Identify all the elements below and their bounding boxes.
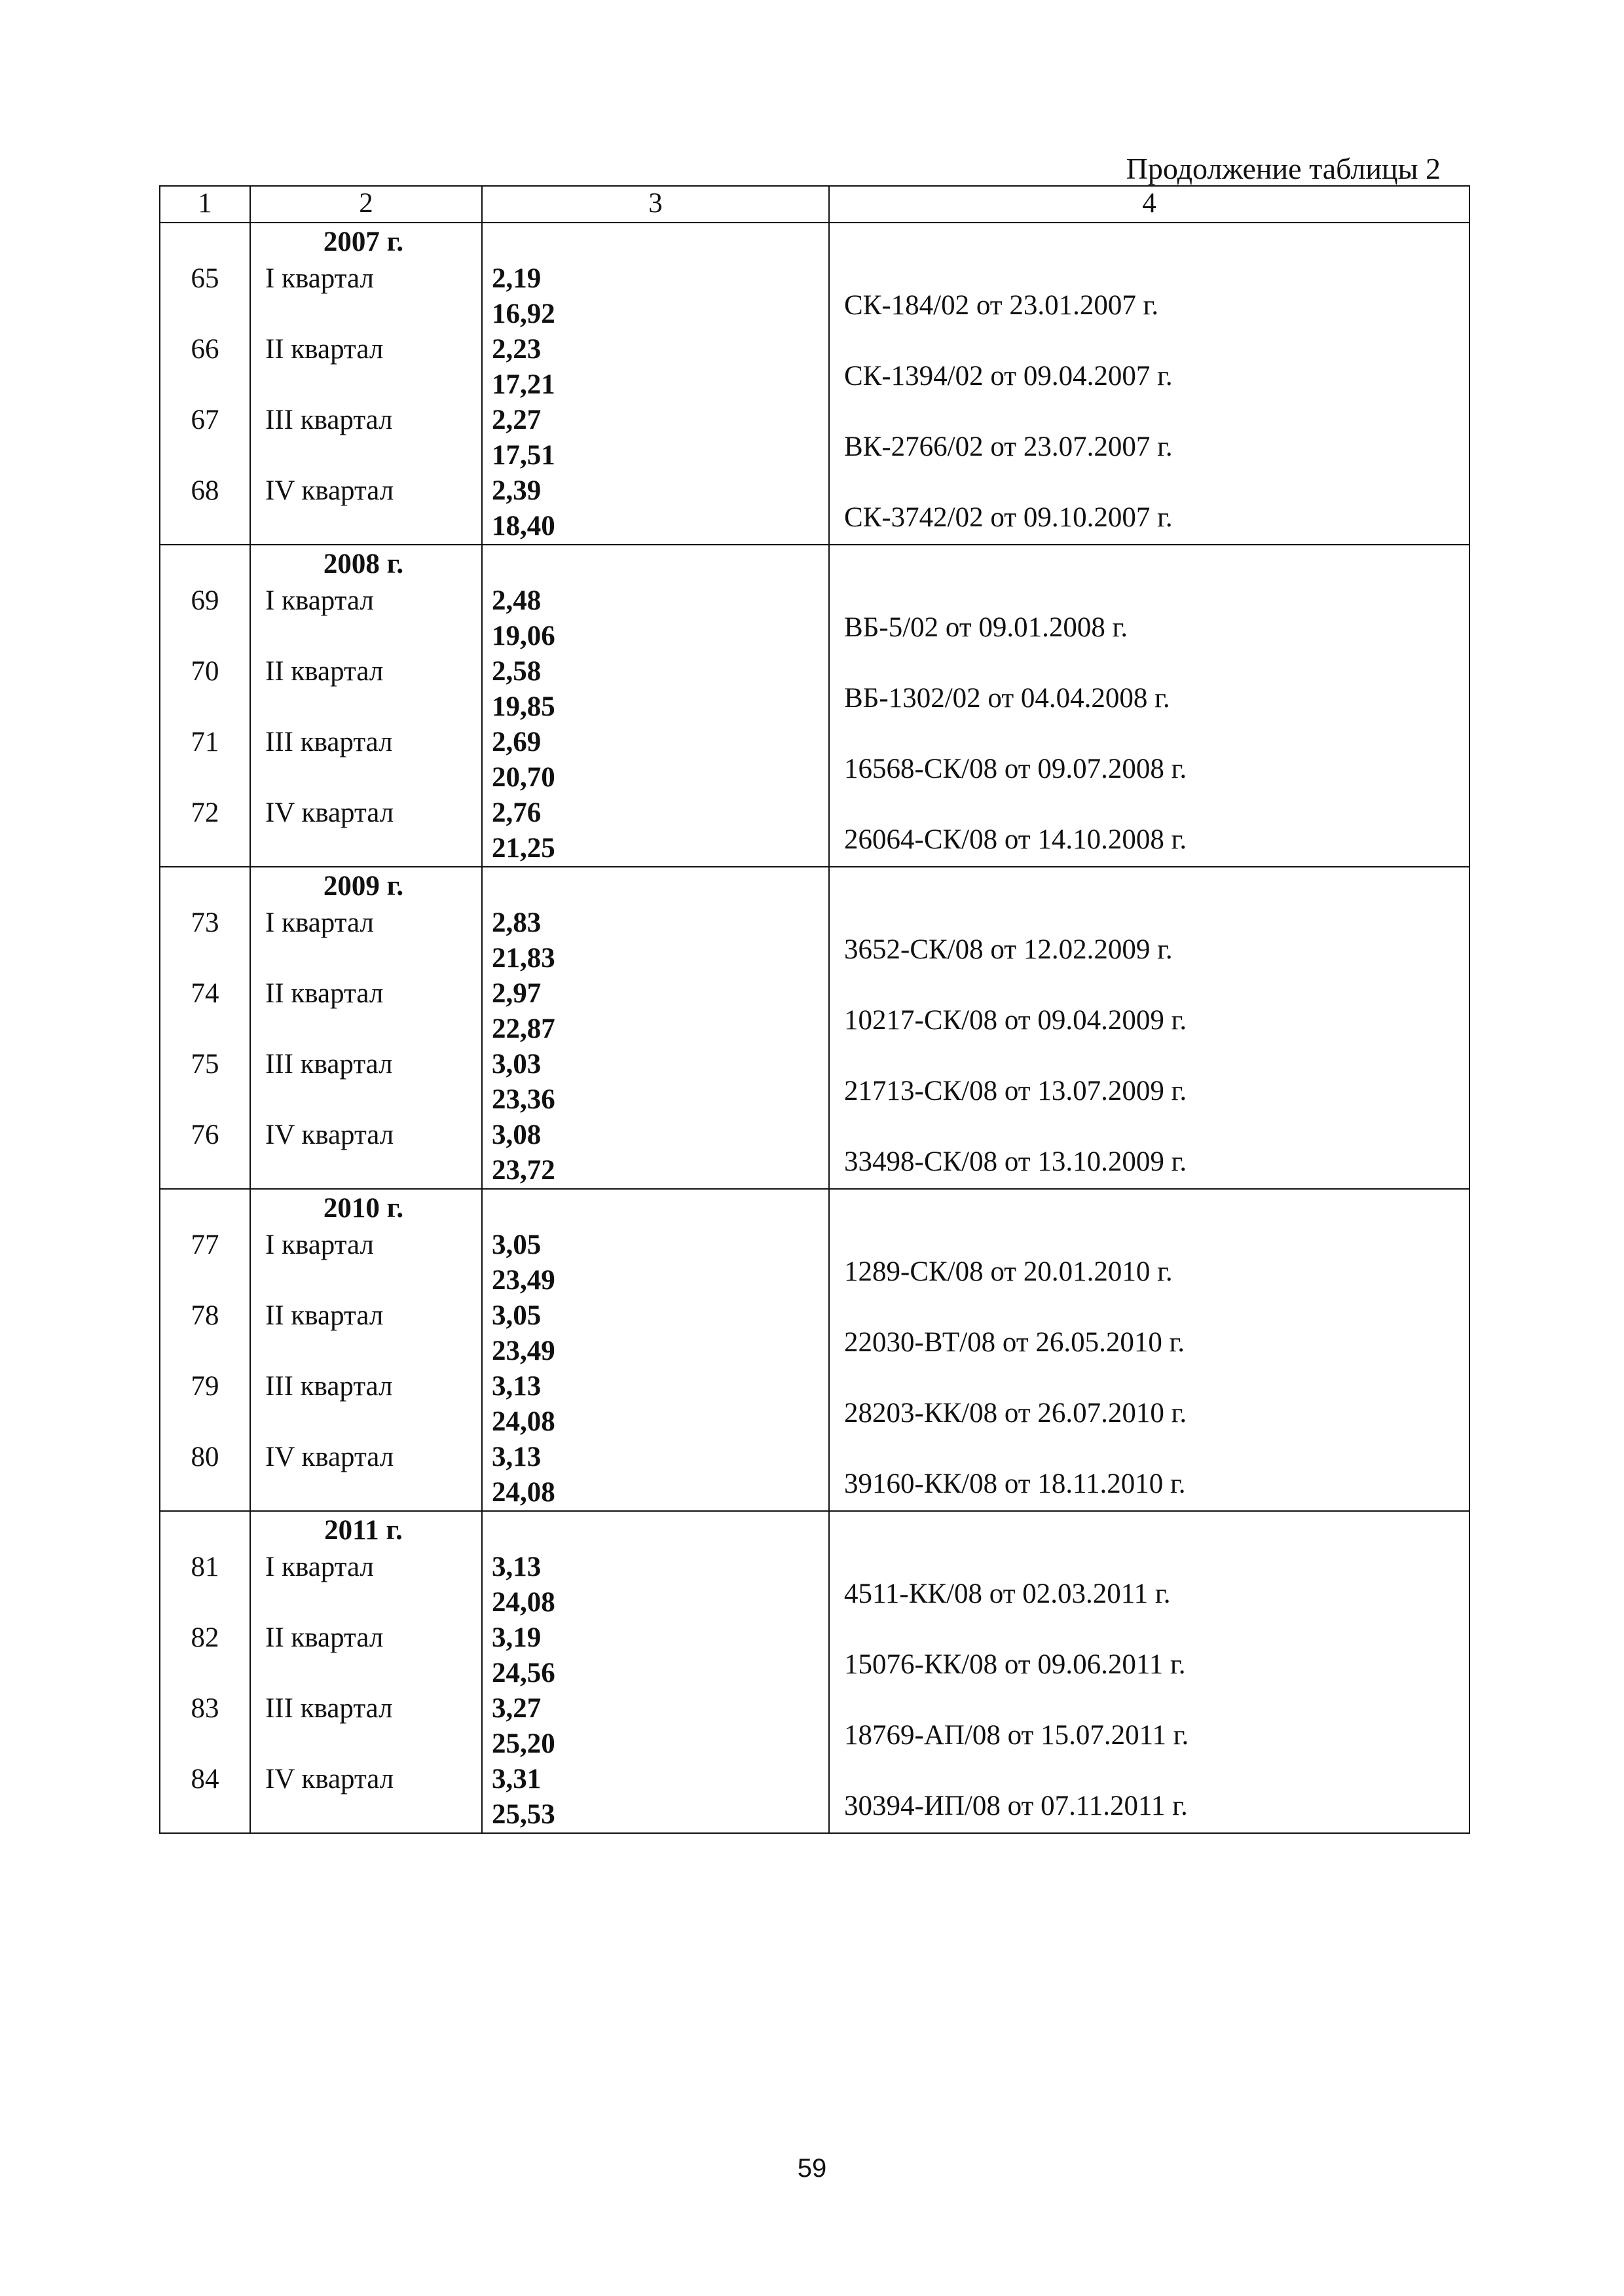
- document-reference: ВК-2766/02 от 23.07.2007 г.: [844, 431, 1173, 462]
- year-cell: [250, 545, 482, 583]
- quarter-cell: III квартал: [250, 403, 482, 473]
- index-value-primary: 3,13: [492, 1442, 542, 1472]
- quarter-cell: II квартал: [250, 1298, 482, 1369]
- index-value-secondary: 23,49: [492, 1336, 555, 1366]
- year-cell-empty: [160, 867, 250, 905]
- doc-cell-empty: [829, 545, 1469, 583]
- doc-cell-empty: [829, 1189, 1469, 1228]
- index-value-secondary: 23,72: [492, 1155, 555, 1186]
- index-value-primary: 2,69: [492, 727, 542, 757]
- row-number: 81: [160, 1550, 250, 1620]
- row-number: 74: [160, 976, 250, 1047]
- quarter-cell: III квартал: [250, 1047, 482, 1118]
- document-reference: 4511-КК/08 от 02.03.2011 г.: [844, 1578, 1171, 1609]
- document-reference: СК-184/02 от 23.01.2007 г.: [844, 290, 1159, 321]
- index-value-secondary: 16,92: [492, 299, 555, 329]
- year-cell-empty: [482, 867, 829, 905]
- document-reference: 1289-СК/08 от 20.01.2010 г.: [844, 1256, 1173, 1287]
- index-value-secondary: 24,08: [492, 1406, 555, 1437]
- row-number: 69: [160, 583, 250, 654]
- index-value-primary: 2,76: [492, 797, 542, 828]
- year-cell: [250, 1189, 482, 1228]
- document-reference: 22030-ВТ/08 от 26.05.2010 г.: [844, 1327, 1185, 1358]
- year-label: 2008 г.: [323, 549, 404, 579]
- document-reference: 16568-СК/08 от 09.07.2008 г.: [844, 754, 1187, 784]
- index-cell: [482, 654, 829, 725]
- document-cell: [829, 1691, 1469, 1762]
- index-value-primary: 2,48: [492, 585, 542, 616]
- index-cell: [482, 905, 829, 976]
- index-value-primary: 2,83: [492, 907, 542, 938]
- table-row: [160, 1298, 1469, 1369]
- index-cell: [482, 1047, 829, 1118]
- index-cell: [482, 976, 829, 1047]
- table-row: [160, 654, 1469, 725]
- row-number: 79: [160, 1369, 250, 1440]
- document-cell: [829, 905, 1469, 976]
- index-value-primary: 3,27: [492, 1693, 542, 1724]
- year-cell: [250, 867, 482, 905]
- table-row: [160, 1550, 1469, 1620]
- quarter-cell: IV квартал: [250, 1762, 482, 1833]
- year-cell-empty: [482, 223, 829, 261]
- year-label: 2011 г.: [324, 1515, 403, 1546]
- quarter-cell: I квартал: [250, 905, 482, 976]
- index-value-primary: 3,19: [492, 1622, 542, 1653]
- index-value-secondary: 20,70: [492, 762, 555, 793]
- table-row: [160, 261, 1469, 332]
- document-reference: 39160-КК/08 от 18.11.2010 г.: [844, 1468, 1186, 1499]
- document-reference: 26064-СК/08 от 14.10.2008 г.: [844, 824, 1187, 855]
- document-reference: ВБ-1302/02 от 04.04.2008 г.: [844, 683, 1170, 714]
- row-number: 65: [160, 261, 250, 332]
- table-row: [160, 1228, 1469, 1298]
- table-row: [160, 725, 1469, 795]
- quarter-cell: II квартал: [250, 332, 482, 403]
- table-row: [160, 1047, 1469, 1118]
- index-value-secondary: 24,56: [492, 1658, 555, 1688]
- document-cell: [829, 1118, 1469, 1189]
- document-cell: [829, 1440, 1469, 1511]
- quarter-cell: II квартал: [250, 1620, 482, 1691]
- index-cell: [482, 1550, 829, 1620]
- quarter-cell: I квартал: [250, 1550, 482, 1620]
- document-cell: [829, 795, 1469, 867]
- rates-table-body: [160, 186, 1469, 1833]
- index-value-primary: 3,03: [492, 1049, 542, 1080]
- index-value-primary: 2,58: [492, 656, 542, 687]
- index-value-primary: 3,31: [492, 1764, 542, 1795]
- document-cell: [829, 332, 1469, 403]
- quarter-cell: IV квартал: [250, 1118, 482, 1189]
- table-caption: Продолжение таблицы 2: [1126, 152, 1441, 185]
- document-cell: [829, 403, 1469, 473]
- row-number: 66: [160, 332, 250, 403]
- year-label: 2010 г.: [323, 1193, 404, 1224]
- row-number: 71: [160, 725, 250, 795]
- document-cell: [829, 473, 1469, 545]
- quarter-cell: IV квартал: [250, 1440, 482, 1511]
- table-row: [160, 1369, 1469, 1440]
- table-row: [160, 976, 1469, 1047]
- year-row: [160, 867, 1469, 905]
- year-row: [160, 223, 1469, 261]
- index-cell: [482, 403, 829, 473]
- index-value-secondary: 18,40: [492, 511, 555, 541]
- document-reference: СК-1394/02 от 09.04.2007 г.: [844, 361, 1173, 392]
- year-cell: [250, 1511, 482, 1550]
- table-row: [160, 332, 1469, 403]
- document-reference: 15076-КК/08 от 09.06.2011 г.: [844, 1649, 1186, 1680]
- document-cell: [829, 1620, 1469, 1691]
- rates-table: [159, 185, 1470, 1834]
- index-cell: [482, 332, 829, 403]
- document-reference: 21713-СК/08 от 13.07.2009 г.: [844, 1076, 1187, 1106]
- quarter-cell: IV квартал: [250, 473, 482, 545]
- year-cell-empty: [482, 1511, 829, 1550]
- quarter-cell: IV квартал: [250, 795, 482, 867]
- index-value-primary: 2,97: [492, 978, 542, 1009]
- quarter-cell: I квартал: [250, 583, 482, 654]
- page-number: 59: [797, 2154, 827, 2183]
- table-row: [160, 1691, 1469, 1762]
- index-cell: [482, 725, 829, 795]
- year-cell-empty: [160, 1511, 250, 1550]
- quarter-cell: II квартал: [250, 976, 482, 1047]
- document-reference: 28203-КК/08 от 26.07.2010 г.: [844, 1398, 1187, 1429]
- row-number: 80: [160, 1440, 250, 1511]
- column-number-4: 4: [829, 186, 1469, 223]
- index-value-secondary: 17,51: [492, 440, 555, 471]
- index-cell: [482, 1762, 829, 1833]
- index-value-primary: 3,05: [492, 1300, 542, 1331]
- year-cell-empty: [160, 545, 250, 583]
- row-number: 77: [160, 1228, 250, 1298]
- doc-cell-empty: [829, 223, 1469, 261]
- document-reference: 10217-СК/08 от 09.04.2009 г.: [844, 1005, 1187, 1036]
- index-value-secondary: 17,21: [492, 369, 555, 400]
- year-cell-empty: [160, 223, 250, 261]
- quarter-cell: III квартал: [250, 725, 482, 795]
- document-cell: [829, 1047, 1469, 1118]
- document-cell: [829, 1550, 1469, 1620]
- index-cell: [482, 1620, 829, 1691]
- row-number: 82: [160, 1620, 250, 1691]
- index-value-secondary: 19,85: [492, 691, 555, 722]
- column-number-2: 2: [250, 186, 482, 223]
- doc-cell-empty: [829, 867, 1469, 905]
- document-cell: [829, 725, 1469, 795]
- year-row: [160, 545, 1469, 583]
- index-cell: [482, 1440, 829, 1511]
- index-value-secondary: 21,25: [492, 833, 555, 864]
- index-cell: [482, 1118, 829, 1189]
- document-cell: [829, 654, 1469, 725]
- table-row: [160, 905, 1469, 976]
- year-cell-empty: [482, 545, 829, 583]
- document-reference: 30394-ИП/08 от 07.11.2011 г.: [844, 1791, 1188, 1821]
- table-row: [160, 1440, 1469, 1511]
- index-cell: [482, 1691, 829, 1762]
- table-row: [160, 473, 1469, 545]
- document-cell: [829, 1762, 1469, 1833]
- index-value-primary: 3,13: [492, 1552, 542, 1582]
- index-cell: [482, 583, 829, 654]
- index-value-primary: 2,39: [492, 475, 542, 506]
- document-cell: [829, 1369, 1469, 1440]
- row-number: 75: [160, 1047, 250, 1118]
- document-cell: [829, 583, 1469, 654]
- index-value-secondary: 19,06: [492, 621, 555, 651]
- index-value-secondary: 25,20: [492, 1728, 555, 1759]
- table-row: [160, 1620, 1469, 1691]
- year-cell-empty: [482, 1189, 829, 1228]
- row-number: 84: [160, 1762, 250, 1833]
- index-value-secondary: 23,49: [492, 1265, 555, 1296]
- table-row: [160, 403, 1469, 473]
- column-number-1: 1: [160, 186, 250, 223]
- document-reference: 3652-СК/08 от 12.02.2009 г.: [844, 934, 1173, 965]
- row-number: 78: [160, 1298, 250, 1369]
- index-value-primary: 2,27: [492, 405, 542, 435]
- quarter-cell: II квартал: [250, 654, 482, 725]
- row-number: 83: [160, 1691, 250, 1762]
- index-cell: [482, 1369, 829, 1440]
- document-cell: [829, 1228, 1469, 1298]
- index-value-secondary: 25,53: [492, 1799, 555, 1830]
- document-cell: [829, 976, 1469, 1047]
- document-reference: СК-3742/02 от 09.10.2007 г.: [844, 502, 1173, 533]
- year-cell: [250, 223, 482, 261]
- row-number: 67: [160, 403, 250, 473]
- row-number: 68: [160, 473, 250, 545]
- table-row: [160, 583, 1469, 654]
- quarter-cell: III квартал: [250, 1369, 482, 1440]
- year-cell-empty: [160, 1189, 250, 1228]
- doc-cell-empty: [829, 1511, 1469, 1550]
- index-value-secondary: 23,36: [492, 1084, 555, 1115]
- index-value-primary: 3,08: [492, 1120, 542, 1150]
- index-value-secondary: 24,08: [492, 1477, 555, 1508]
- quarter-cell: III квартал: [250, 1691, 482, 1762]
- index-cell: [482, 795, 829, 867]
- index-value-primary: 2,19: [492, 263, 542, 294]
- column-number-row: [160, 186, 1469, 223]
- year-label: 2007 г.: [323, 227, 404, 257]
- document-cell: [829, 1298, 1469, 1369]
- index-value-primary: 3,13: [492, 1371, 542, 1402]
- index-cell: [482, 1298, 829, 1369]
- index-value-secondary: 22,87: [492, 1013, 555, 1044]
- index-value-secondary: 24,08: [492, 1587, 555, 1618]
- column-number-3: 3: [482, 186, 829, 223]
- index-value-primary: 2,23: [492, 334, 542, 365]
- table-row: [160, 1762, 1469, 1833]
- row-number: 70: [160, 654, 250, 725]
- row-number: 76: [160, 1118, 250, 1189]
- index-value-primary: 3,05: [492, 1230, 542, 1260]
- table-row: [160, 795, 1469, 867]
- document-reference: 18769-АП/08 от 15.07.2011 г.: [844, 1720, 1189, 1751]
- table-row: [160, 1118, 1469, 1189]
- year-label: 2009 г.: [323, 871, 404, 902]
- document-reference: ВБ-5/02 от 09.01.2008 г.: [844, 612, 1128, 643]
- row-number: 72: [160, 795, 250, 867]
- year-row: [160, 1189, 1469, 1228]
- index-cell: [482, 261, 829, 332]
- year-row: [160, 1511, 1469, 1550]
- quarter-cell: I квартал: [250, 1228, 482, 1298]
- document-cell: [829, 261, 1469, 332]
- index-value-secondary: 21,83: [492, 943, 555, 974]
- document-reference: 33498-СК/08 от 13.10.2009 г.: [844, 1146, 1187, 1177]
- index-cell: [482, 1228, 829, 1298]
- index-cell: [482, 473, 829, 545]
- quarter-cell: I квартал: [250, 261, 482, 332]
- row-number: 73: [160, 905, 250, 976]
